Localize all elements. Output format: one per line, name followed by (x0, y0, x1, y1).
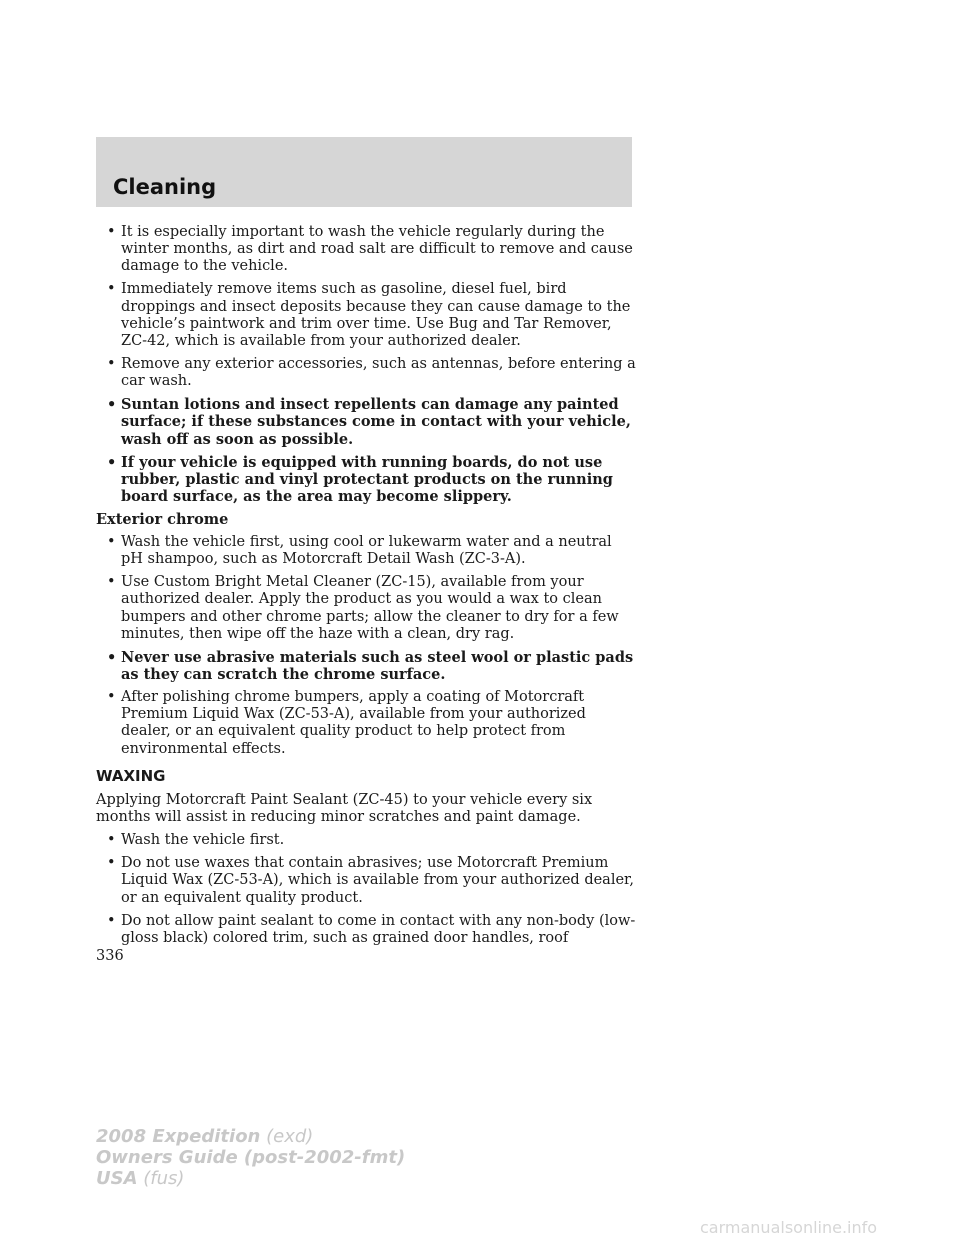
heading-waxing: WAXING (96, 766, 166, 785)
footer-model: 2008 Expedition (96, 1126, 261, 1147)
bullet-list-waxing (96, 832, 636, 947)
footer-market-code: (fus) (143, 1168, 185, 1189)
document-footer (96, 1126, 405, 1189)
bullet-item: • Wash the vehicle first. (96, 832, 636, 849)
page-content (96, 224, 636, 953)
watermark: carmanualsonline.info (700, 1218, 878, 1237)
footer-market: USA (96, 1168, 138, 1189)
bullet-item: • Do not allow paint sealant to come in contact with any non-body (low-gloss black) colored trim, such as grained door handles, roof (96, 913, 636, 947)
bullet-item: • Use Custom Bright Metal Cleaner (ZC-15), available from your authorized dealer. Apply the product as you would a wax to clean bumpers and other chrome parts; allow the cleaner to dry for a few minutes, then wipe off the haze with a clean, dry rag. (96, 574, 636, 643)
footer-model-code: (exd) (266, 1126, 314, 1147)
section-title: Cleaning (113, 175, 217, 199)
waxing-paragraph: Applying Motorcraft Paint Sealant (ZC-45) to your vehicle every six months will assist in reducing minor scratches and paint damage. (96, 792, 593, 826)
bullet-item: • If your vehicle is equipped with running boards, do not use rubber, plastic and vinyl protectant products on the running board surface, as the area may become slippery. (96, 454, 636, 506)
subheading-exterior-chrome: Exterior chrome (96, 511, 229, 529)
bullet-item: • Wash the vehicle first, using cool or lukewarm water and a neutral pH shampoo, such as Motorcraft Detail Wash (ZC-3-A). (96, 534, 636, 568)
bullet-list-exterior-chrome (96, 534, 636, 758)
bullet-item: • Never use abrasive materials such as steel wool or plastic pads as they can scratch the chrome surface. (96, 649, 636, 683)
footer-guide: Owners Guide (post-2002-fmt) (96, 1147, 406, 1168)
bullet-item: • Immediately remove items such as gasoline, diesel fuel, bird droppings and insect deposits because they can cause damage to the vehicle’s paintwork and trim over time. Use Bug and Tar Remover, ZC-42, which is available from your authorized dealer. (96, 281, 636, 350)
page-number: 336 (96, 948, 124, 964)
footer-line-model (96, 1126, 405, 1147)
bullet-item: • Suntan lotions and insect repellents can damage any painted surface; if these substances come in contact with your vehicle, wash off as soon as possible. (96, 396, 636, 448)
bullet-item: • Do not use waxes that contain abrasives; use Motorcraft Premium Liquid Wax (ZC-53-A), which is available from your authorized dealer, or an equivalent quality product. (96, 855, 636, 907)
bullet-item: • It is especially important to wash the vehicle regularly during the winter months, as dirt and road salt are difficult to remove and cause damage to the vehicle. (96, 224, 636, 276)
bullet-list-cleaning-tips (96, 224, 636, 505)
bullet-item: • After polishing chrome bumpers, apply a coating of Motorcraft Premium Liquid Wax (ZC-53-A), available from your authorized dealer, or an equivalent quality product to help protect from environmental effects. (96, 689, 636, 758)
bullet-item: • Remove any exterior accessories, such as antennas, before entering a car wash. (96, 356, 636, 390)
